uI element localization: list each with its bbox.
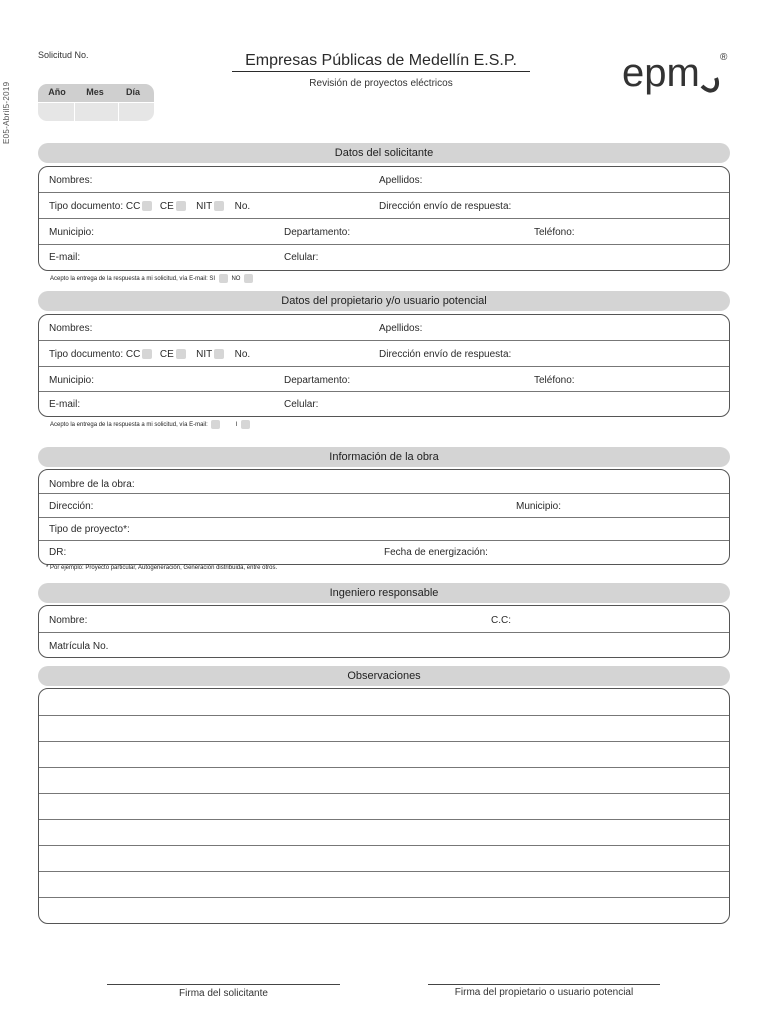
date-col-year: Año — [48, 87, 66, 97]
propietario-row-contact — [39, 391, 729, 416]
section-solicitante-title: Datos del solicitante — [38, 143, 730, 163]
propietario-nombres-field[interactable]: Nombres: — [49, 323, 93, 334]
solicitante-row-names — [39, 167, 729, 192]
date-col-day: Día — [125, 87, 140, 97]
obra-row-dr — [39, 540, 729, 564]
solicitante-row-doc — [39, 192, 729, 218]
obra-municipio-field[interactable]: Municipio: — [516, 501, 562, 512]
obra-row-direccion — [39, 493, 729, 517]
solicitante-departamento-field[interactable]: Departamento: — [284, 227, 351, 238]
solicitante-accept-si-checkbox[interactable] — [219, 274, 228, 283]
obra-fecha-field[interactable]: Fecha de energización: — [384, 547, 488, 558]
observaciones-line[interactable] — [39, 819, 729, 846]
propietario-cc-checkbox[interactable] — [142, 349, 152, 359]
solicitante-nombres-field[interactable]: Nombres: — [49, 175, 93, 186]
date-header — [38, 84, 154, 102]
obra-footnote: * Por ejemplo: Proyecto particular, Autogeneración, Generación distribuida, entre otros. — [46, 565, 278, 571]
ingeniero-box — [38, 605, 730, 658]
solicitante-nit-label: NIT — [196, 201, 213, 212]
firma-propietario-label: Firma del propietario o usuario potencial — [454, 987, 634, 998]
ingeniero-row-matricula — [39, 632, 729, 658]
propietario-ce-label: CE — [159, 349, 174, 360]
section-propietario-title: Datos del propietario y/o usuario potencial — [38, 291, 730, 311]
solicitante-cc-checkbox[interactable] — [142, 201, 152, 211]
firma-solicitante-line[interactable] — [107, 984, 340, 985]
propietario-nit-checkbox[interactable] — [214, 349, 224, 359]
propietario-celular-field[interactable]: Celular: — [284, 399, 319, 410]
firma-solicitante-label: Firma del solicitante — [179, 988, 268, 999]
propietario-telefono-field[interactable]: Teléfono: — [534, 375, 575, 386]
solicitante-accept-no-checkbox[interactable] — [244, 274, 253, 283]
propietario-row-doc — [39, 340, 729, 366]
solicitante-celular-field[interactable]: Celular: — [284, 252, 319, 263]
observaciones-line[interactable] — [39, 897, 729, 923]
propietario-accept-text: Acepto la entrega de la respuesta a mi solicitud, vía E-mail: — [50, 422, 208, 429]
solicitante-nit-checkbox[interactable] — [214, 201, 224, 211]
date-input-row[interactable] — [38, 103, 154, 121]
date-box — [38, 84, 154, 122]
epm-logo — [620, 48, 730, 104]
propietario-box — [38, 314, 730, 417]
obra-row-tipo — [39, 517, 729, 540]
observaciones-line[interactable] — [39, 741, 729, 768]
solicitante-row-contact — [39, 244, 729, 270]
propietario-row-names — [39, 315, 729, 340]
solicitante-municipio-field[interactable]: Municipio: — [49, 227, 95, 238]
propietario-direccion-field[interactable]: Dirección envío de respuesta: — [379, 349, 512, 360]
solicitante-telefono-field[interactable]: Teléfono: — [534, 227, 575, 238]
form-code: E05-Abril5-2019 — [2, 81, 11, 144]
propietario-accept-no-label: I — [235, 422, 238, 429]
solicitante-ce-label: CE — [159, 201, 174, 212]
ingeniero-row-nombre — [39, 606, 729, 632]
solicitante-ce-checkbox[interactable] — [176, 201, 186, 211]
registered-mark: ® — [720, 52, 728, 63]
observaciones-line[interactable] — [39, 767, 729, 794]
date-col-month: Mes — [86, 87, 104, 97]
solicitante-row-location — [39, 218, 729, 244]
observaciones-line[interactable] — [39, 715, 729, 742]
ingeniero-matricula-field[interactable]: Matrícula No. — [49, 641, 109, 652]
obra-row-nombre — [39, 470, 729, 493]
solicitante-tipo-doc-label: Tipo documento: CC — [49, 201, 141, 212]
organization-title: Empresas Públicas de Medellín E.S.P. — [232, 52, 530, 72]
solicitante-email-field[interactable]: E-mail: — [49, 252, 81, 263]
section-ingeniero-title: Ingeniero responsable — [38, 583, 730, 603]
obra-box — [38, 469, 730, 565]
solicitante-box — [38, 166, 730, 271]
propietario-municipio-field[interactable]: Municipio: — [49, 375, 95, 386]
solicitante-apellidos-field[interactable]: Apellidos: — [379, 175, 423, 186]
propietario-row-location — [39, 366, 729, 392]
observaciones-line[interactable] — [39, 689, 729, 715]
propietario-email-field[interactable]: E-mail: — [49, 399, 81, 410]
form-subtitle: Revisión de proyectos eléctricos — [309, 78, 453, 89]
observaciones-box[interactable] — [38, 688, 730, 924]
obra-tipo-field[interactable]: Tipo de proyecto*: — [49, 524, 130, 535]
firma-propietario-line[interactable] — [428, 984, 660, 985]
obra-direccion-field[interactable]: Dirección: — [49, 501, 94, 512]
solicitante-accept-row — [50, 274, 255, 283]
propietario-apellidos-field[interactable]: Apellidos: — [379, 323, 423, 334]
ingeniero-cc-field[interactable]: C.C: — [491, 615, 511, 626]
propietario-departamento-field[interactable]: Departamento: — [284, 375, 351, 386]
propietario-tipo-doc-label: Tipo documento: CC — [49, 349, 141, 360]
solicitante-no-label[interactable]: No. — [234, 201, 251, 212]
propietario-no-label[interactable]: No. — [234, 349, 251, 360]
propietario-ce-checkbox[interactable] — [176, 349, 186, 359]
obra-nombre-field[interactable]: Nombre de la obra: — [49, 479, 135, 490]
observaciones-line[interactable] — [39, 793, 729, 820]
solicitud-label: Solicitud No. — [38, 50, 89, 60]
solicitante-accept-text: Acepto la entrega de la respuesta a mi solicitud, vía E-mail: SI — [50, 276, 216, 283]
propietario-accept-no-checkbox[interactable] — [241, 420, 250, 429]
logo-text: epm — [622, 51, 700, 95]
solicitante-direccion-field[interactable]: Dirección envío de respuesta: — [379, 201, 512, 212]
ingeniero-nombre-field[interactable]: Nombre: — [49, 615, 88, 626]
section-obra-title: Información de la obra — [38, 447, 730, 467]
propietario-accept-si-checkbox[interactable] — [211, 420, 220, 429]
observaciones-line[interactable] — [39, 845, 729, 872]
obra-dr-field[interactable]: DR: — [49, 547, 67, 558]
propietario-nit-label: NIT — [196, 349, 213, 360]
observaciones-line[interactable] — [39, 871, 729, 898]
solicitante-accept-no-label: NO — [231, 276, 241, 283]
propietario-accept-row — [50, 420, 252, 429]
section-observaciones-title: Observaciones — [38, 666, 730, 686]
